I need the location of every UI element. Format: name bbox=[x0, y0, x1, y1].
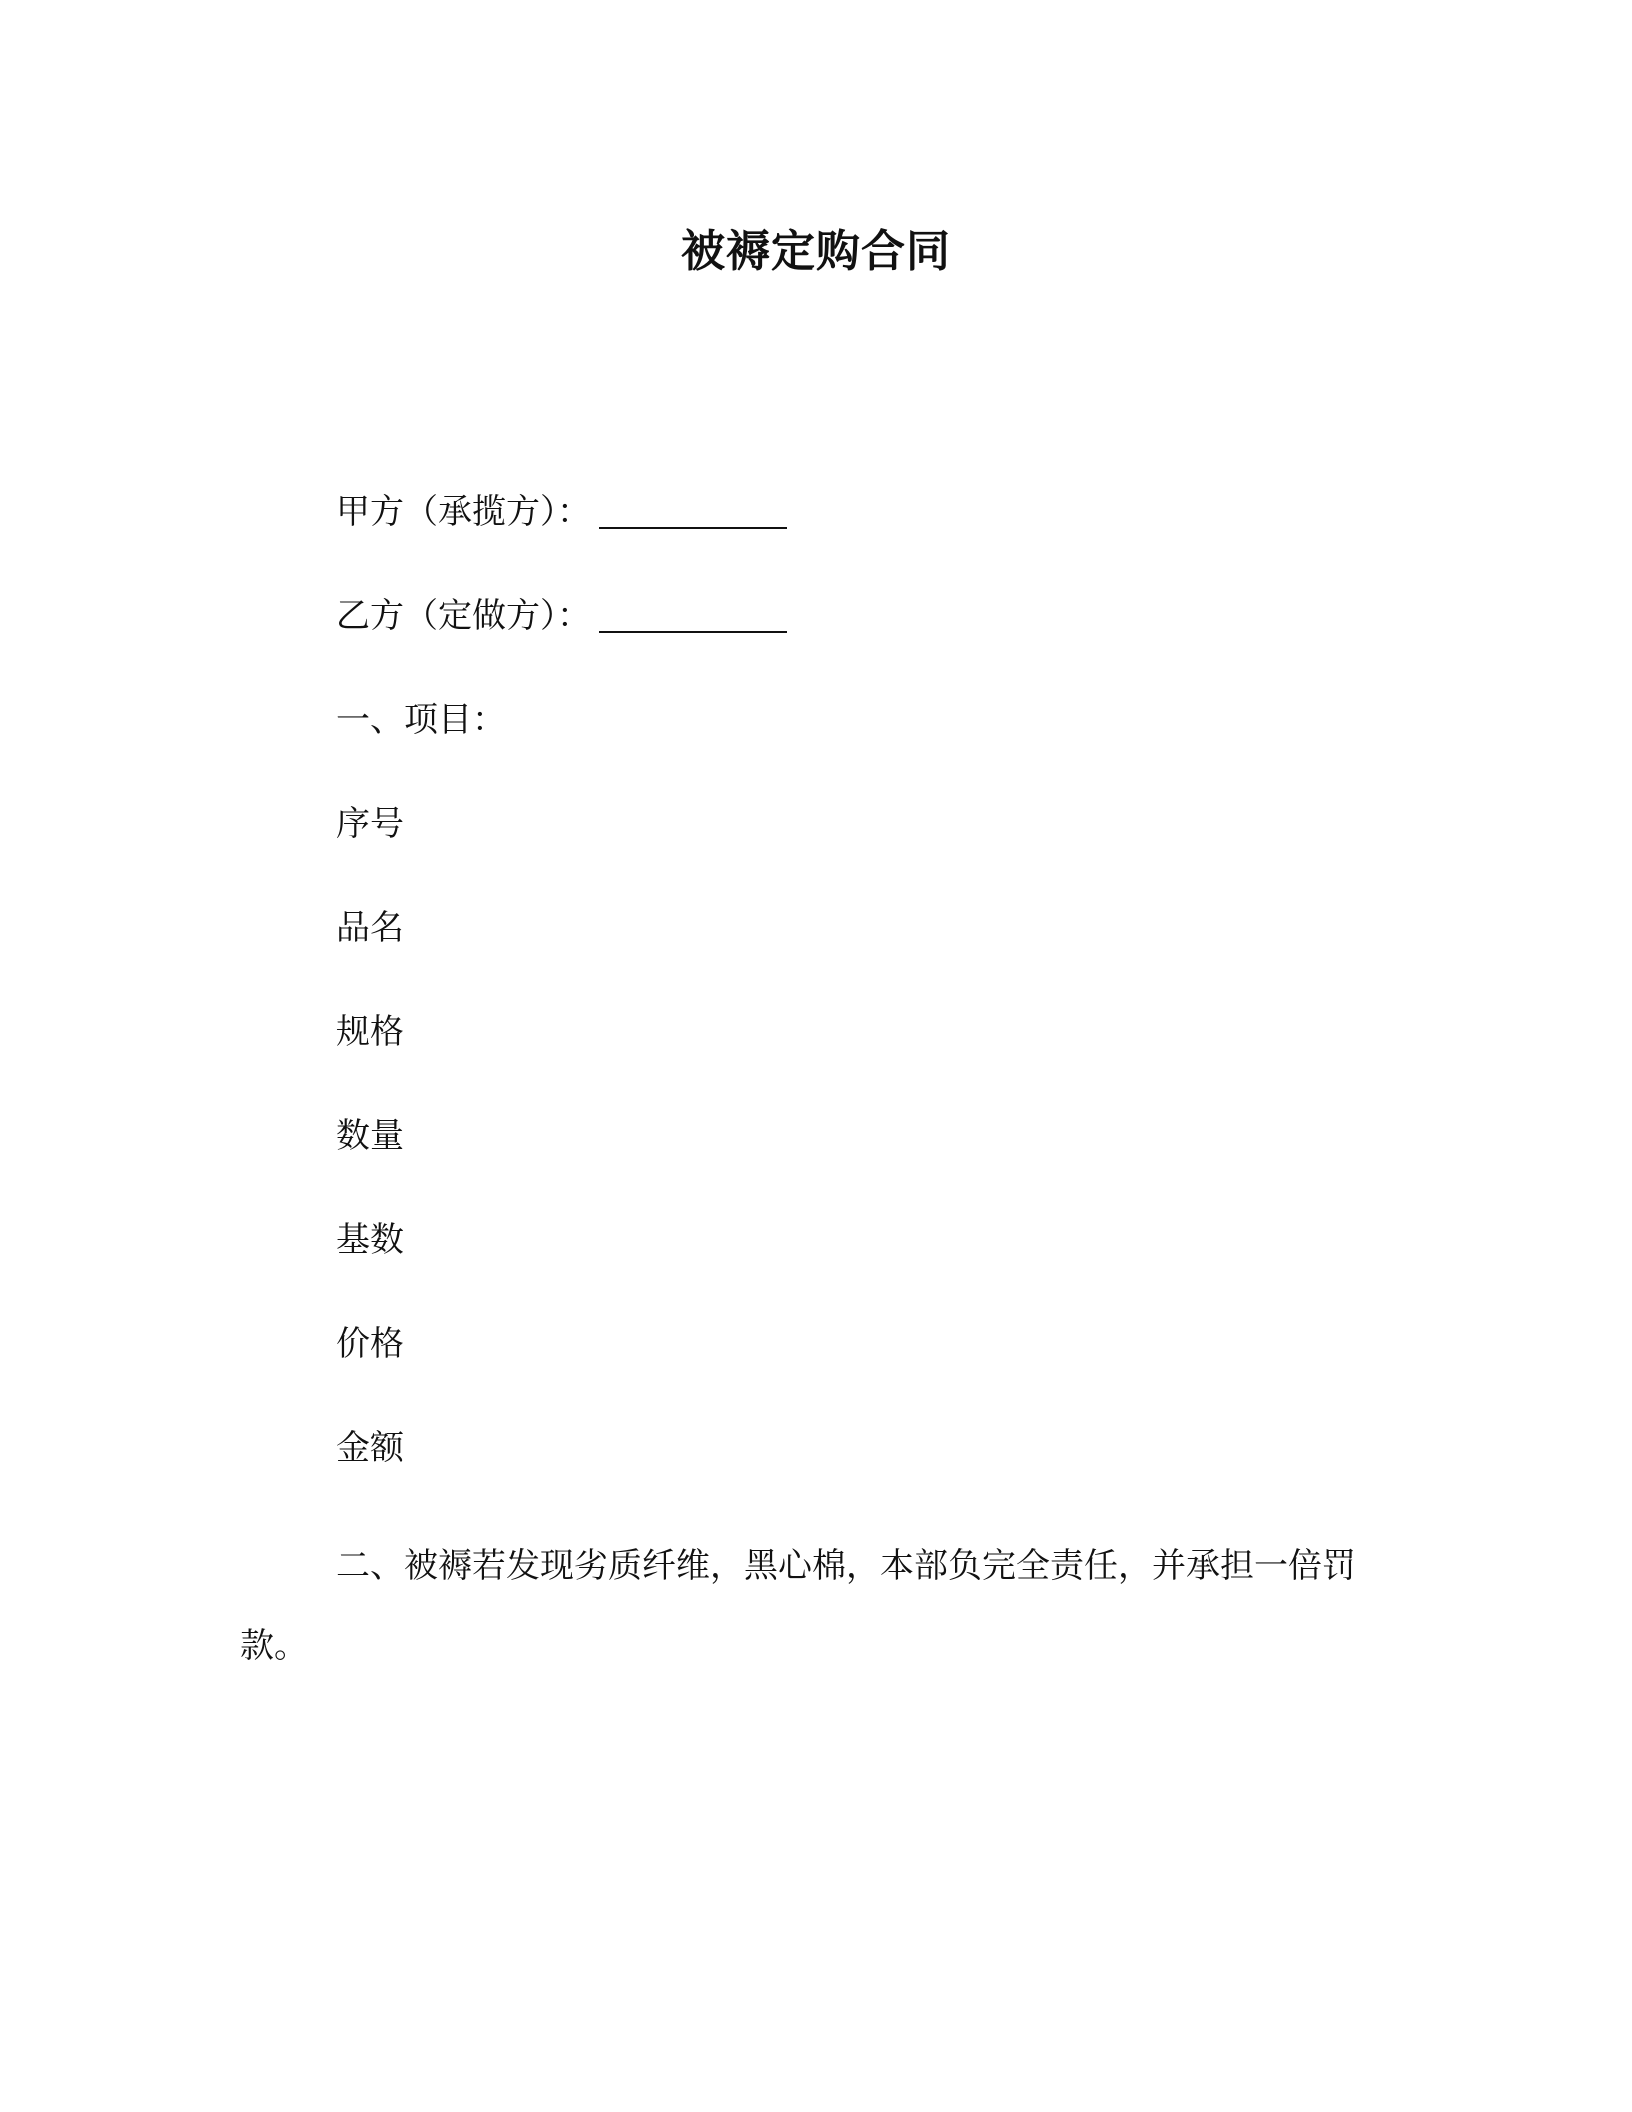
spacer bbox=[240, 1162, 1392, 1214]
contract-title: 被褥定购合同 bbox=[681, 226, 951, 277]
party-a-label: 甲方（承揽方）： bbox=[336, 492, 591, 532]
party-b-blank bbox=[599, 597, 787, 633]
item-quantity: 数量 bbox=[336, 1116, 404, 1156]
spacer bbox=[240, 642, 1392, 694]
spacer bbox=[240, 746, 1392, 798]
contract-body bbox=[240, 486, 1392, 1686]
party-b-label: 乙方（定做方）： bbox=[336, 596, 591, 636]
item-serial: 序号 bbox=[336, 804, 404, 844]
party-a-blank bbox=[599, 493, 787, 529]
item-amount: 金额 bbox=[336, 1428, 404, 1468]
spacer bbox=[240, 1370, 1392, 1422]
spacer bbox=[240, 1266, 1392, 1318]
spacer bbox=[240, 538, 1392, 590]
party-a-line bbox=[336, 486, 1392, 538]
item-specification: 规格 bbox=[336, 1012, 404, 1052]
section-one-heading: 一、项目： bbox=[336, 700, 506, 740]
party-b-line bbox=[336, 590, 1392, 642]
spacer bbox=[240, 954, 1392, 1006]
item-price: 价格 bbox=[336, 1324, 404, 1364]
item-base-count: 基数 bbox=[336, 1220, 404, 1260]
item-product-name: 品名 bbox=[336, 908, 404, 948]
section-two-paragraph: 二、被褥若发现劣质纤维，黑心棉，本部负完全责任，并承担一倍罚款。 bbox=[240, 1546, 1356, 1666]
spacer bbox=[240, 1058, 1392, 1110]
spacer bbox=[240, 850, 1392, 902]
spacer bbox=[240, 1474, 1392, 1526]
